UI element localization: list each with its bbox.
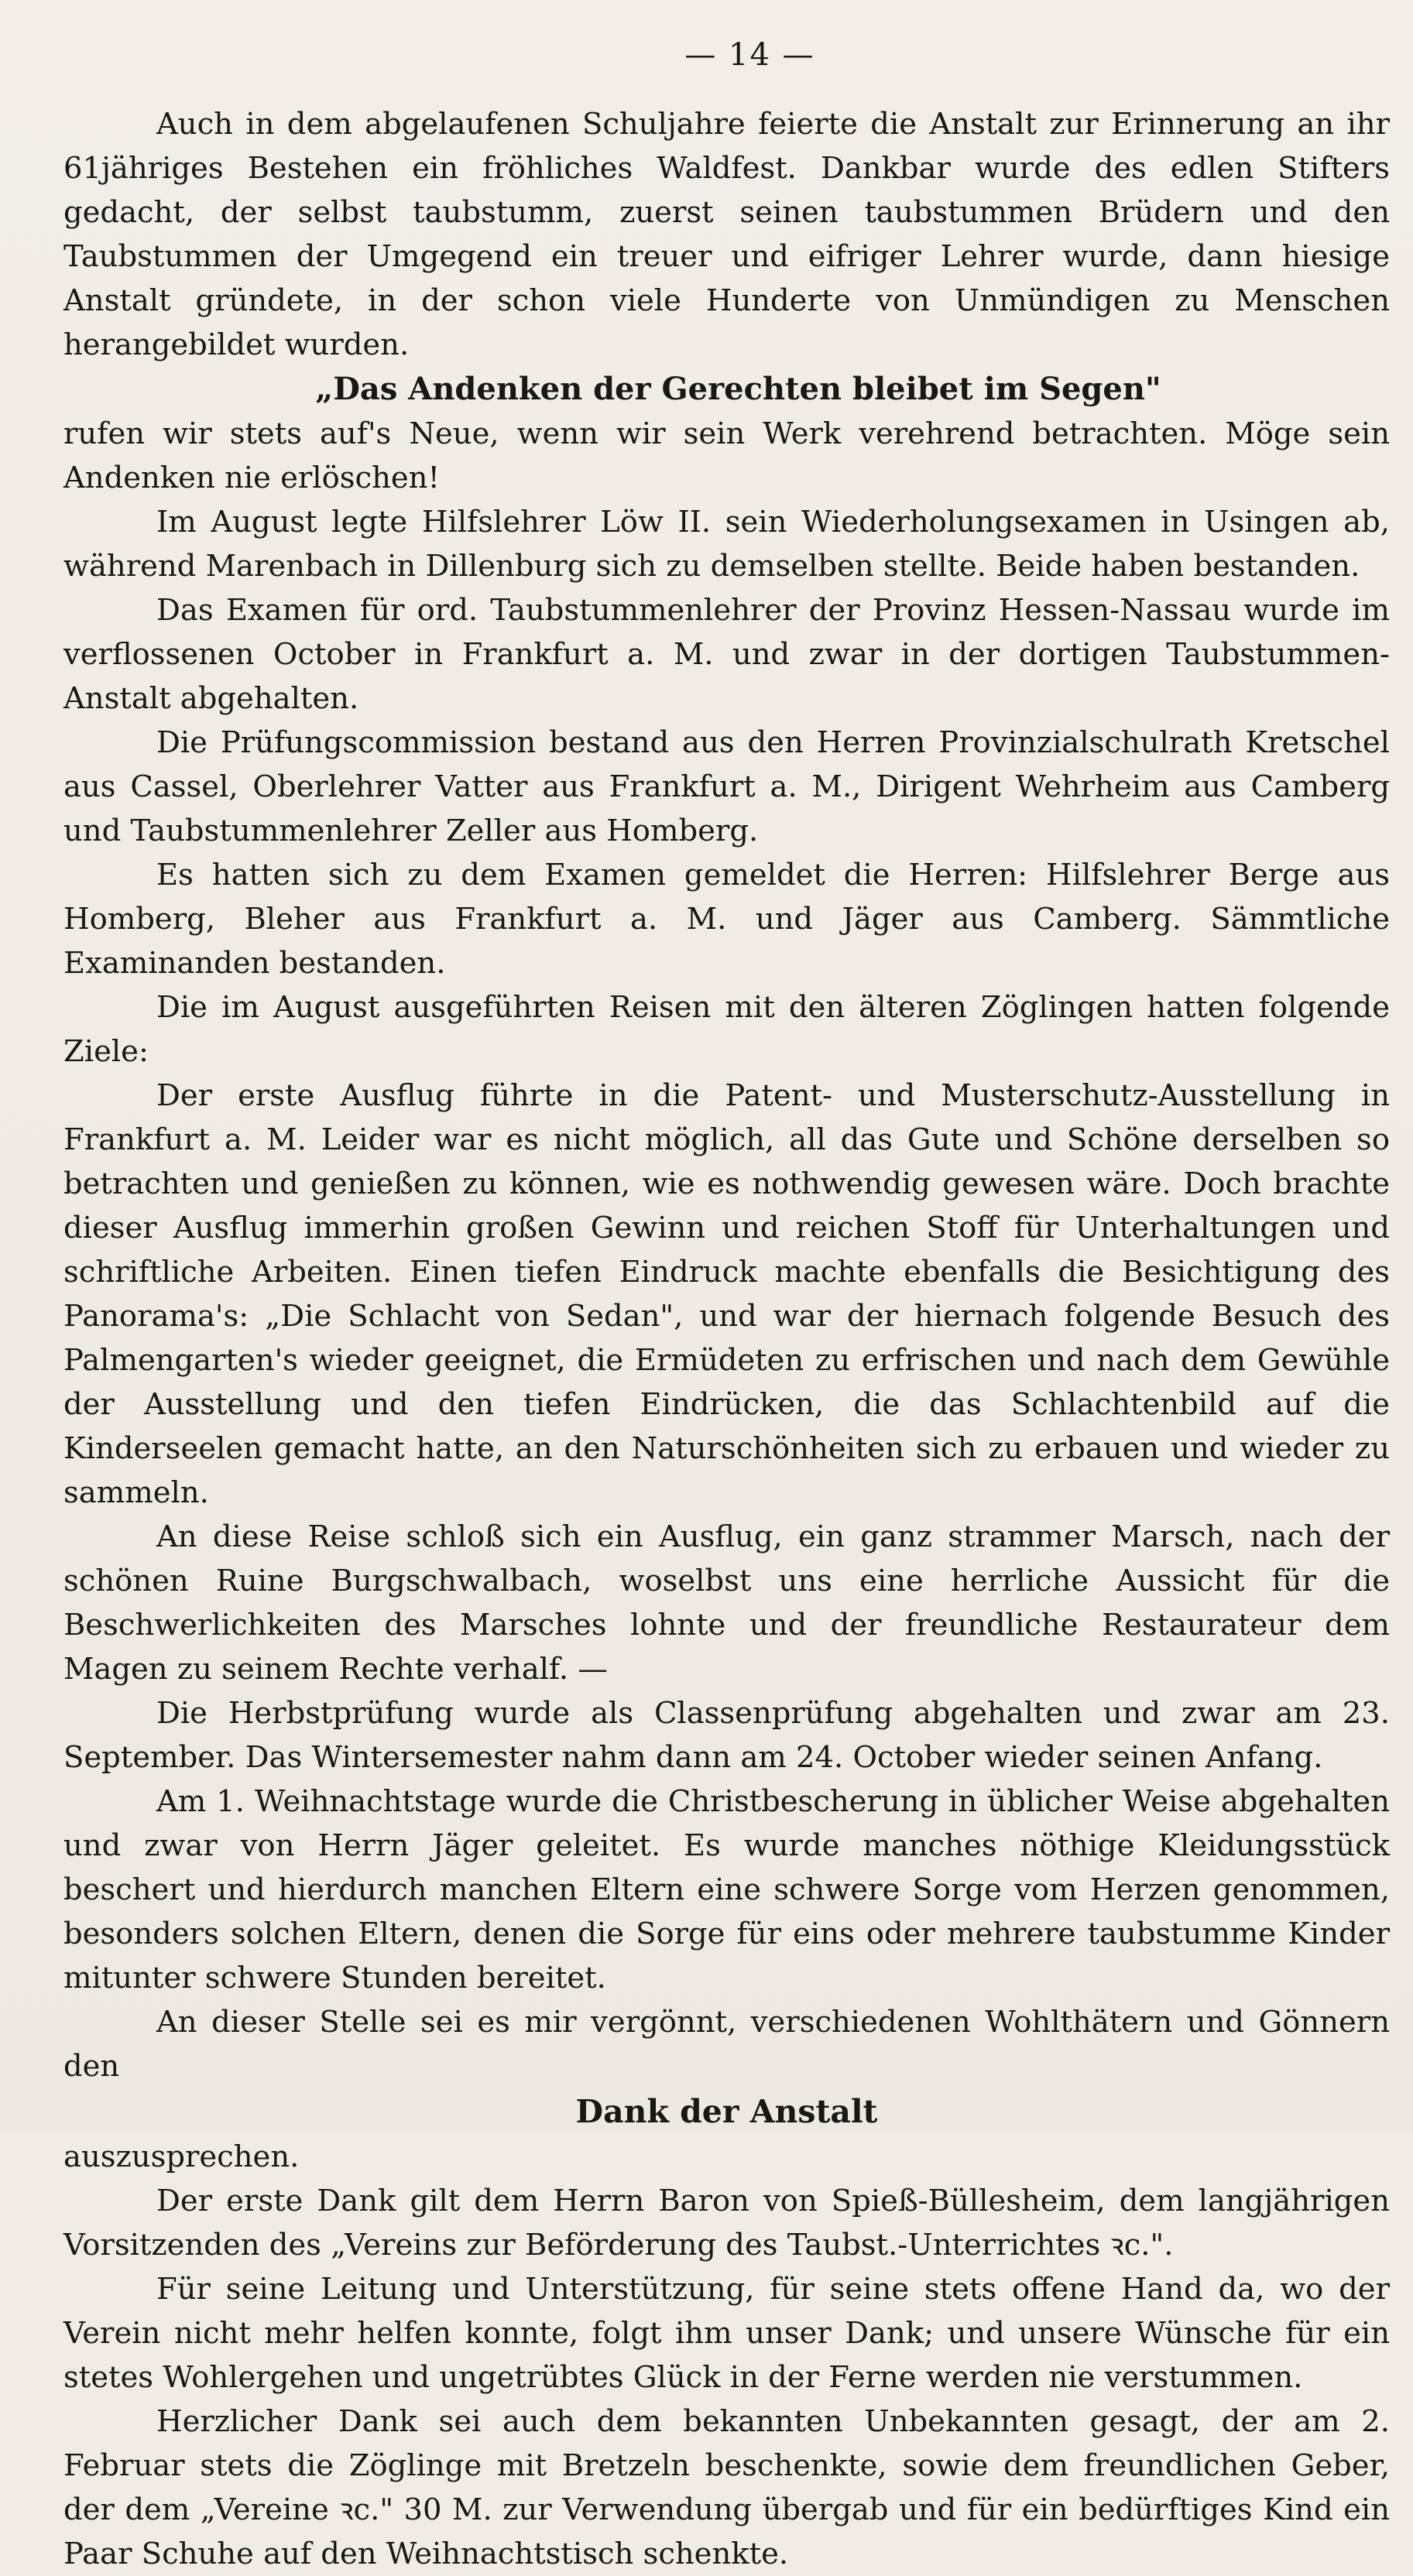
paragraph-christbescherung: Am 1. Weihnachtstage wurde die Christbescherung in üblicher Weise abgehalten und zwar von Herrn Jäger geleitet. Es wurde manches nöthige Kleidungsstück beschert und hierdurch manchen Eltern eine schwere Sorge vom Herzen genommen, besonders solchen Eltern, denen die Sorge für eins oder mehrere taubstumme Kinder mitunter schwere Stunden bereitet. [63, 1784, 1390, 1995]
section-heading-dank: Dank der Anstalt [575, 2093, 878, 2130]
paragraph-burgschwalbach: An diese Reise schloß sich ein Ausflug, ein ganz strammer Marsch, nach der schönen Ruine Burgschwalbach, woselbst uns eine herrliche Aussicht für die Beschwerlichkeiten des Marsches lohnte und der freundliche Restaurateur dem Magen zu seinem Rechte verhalf. — [63, 1519, 1390, 1687]
paragraph-waldfest: Auch in dem abgelaufenen Schuljahre feierte die Anstalt zur Erinnerung an ihr 61jähriges Bestehen ein fröhliches Waldfest. Dankbar wurde des edlen Stifters gedacht, der selbst taubstumm, zuerst seinen taubstummen Brüdern und den Taubstummen der Umgegend ein treuer und eifriger Lehrer wurde, dann hiesige Anstalt gründete, in der schon viele Hunderte von Unmündigen zu Menschen herangebildet wurden. [63, 107, 1390, 362]
paragraph-reisen: Die im August ausgeführten Reisen mit den älteren Zöglingen hatten folgende Ziele: [63, 990, 1390, 1069]
paragraph-andenken: rufen wir stets auf's Neue, wenn wir sein Werk verehrend betrachten. Möge sein Andenken nie erlöschen! [63, 416, 1390, 495]
paragraph-erster-dank: Der erste Dank gilt dem Herrn Baron von Spieß-Büllesheim, dem langjährigen Vorsitzenden des „Vereins zur Beförderung des Taubst.-Unterrichtes ꝛc.". [63, 2184, 1390, 2263]
paragraph-wiederholungsexamen: Im August legte Hilfslehrer Löw II. sein Wiederholungsexamen in Usingen ab, während Marenbach in Dillenburg sich zu demselben stellte. Beide haben bestanden. [63, 505, 1390, 584]
paragraph-herzlicher-dank: Herzlicher Dank sei auch dem bekannten Unbekannten gesagt, der am 2. Februar stets die Zöglinge mit Bretzeln beschenkte, sowie dem freundlichen Geber, der dem „Vereine ꝛc." 30 M. zur Verwendung übergab und für ein bedürftiges Kind ein Paar Schuhe auf den Weihnachtstisch schenkte. [63, 2404, 1390, 2571]
paragraph-wohlthaeter: An dieser Stelle sei es mir vergönnt, verschiedenen Wohlthätern und Gönnern den [63, 2005, 1390, 2084]
quote-andenken: „Das Andenken der Gerechten bleibet im Segen" [315, 371, 1161, 407]
paragraph-erster-ausflug: Der erste Ausflug führte in die Patent- und Musterschutz-Ausstellung in Frankfurt a. M. Leider war es nicht möglich, all das Gute und Schöne derselben so betrachten und genießen zu können, wie es nothwendig gewesen wäre. Doch brachte dieser Ausflug immerhin großen Gewinn und reichen Stoff für Unterhaltungen und schriftliche Arbeiten. Einen tiefen Eindruck machte ebenfalls die Besichtigung des Panorama's: „Die Schlacht von Sedan", und war der hiernach folgende Besuch des Palmengarten's wieder geeignet, die Ermüdeten zu erfrischen und nach dem Gewühle der Ausstellung und den tiefen Eindrücken, die das Schlachtenbild auf die Kinderseelen gemacht hatte, an den Naturschönheiten sich zu erbauen und wieder zu sammeln. [63, 1078, 1390, 1510]
paragraph-examen: Das Examen für ord. Taubstummenlehrer der Provinz Hessen-Nassau wurde im verflossenen October in Frankfurt a. M. und zwar in der dortigen Taubstummen-Anstalt abgehalten. [63, 593, 1390, 716]
paragraph-herbstpruefung: Die Herbstprüfung wurde als Classenprüfung abgehalten und zwar am 23. September. Das Wintersemester nahm dann am 24. October wieder seinen Anfang. [63, 1696, 1390, 1775]
paragraph-auszusprechen: auszusprechen. [63, 2139, 300, 2174]
page-number: — 14 — [684, 37, 815, 73]
paragraph-pruefungscommission: Die Prüfungscommission bestand aus den Herren Provinzialschulrath Kretschel aus Cassel, Oberlehrer Vatter aus Frankfurt a. M., Dirigent Wehrheim aus Camberg und Taubstummenlehrer Zeller aus Homberg. [63, 725, 1390, 848]
paragraph-leitung: Für seine Leitung und Unterstützung, für seine stets offene Hand da, wo der Verein nicht mehr helfen konnte, folgt ihm unser Dank; und unsere Wünsche für ein stetes Wohlergehen und ungetrübtes Glück in der Ferne werden nie verstummen. [63, 2272, 1390, 2395]
paragraph-examinanden: Es hatten sich zu dem Examen gemeldet die Herren: Hilfslehrer Berge aus Homberg, Bleher aus Frankfurt a. M. und Jäger aus Camberg. Sämmtliche Examinanden bestanden. [63, 858, 1390, 981]
